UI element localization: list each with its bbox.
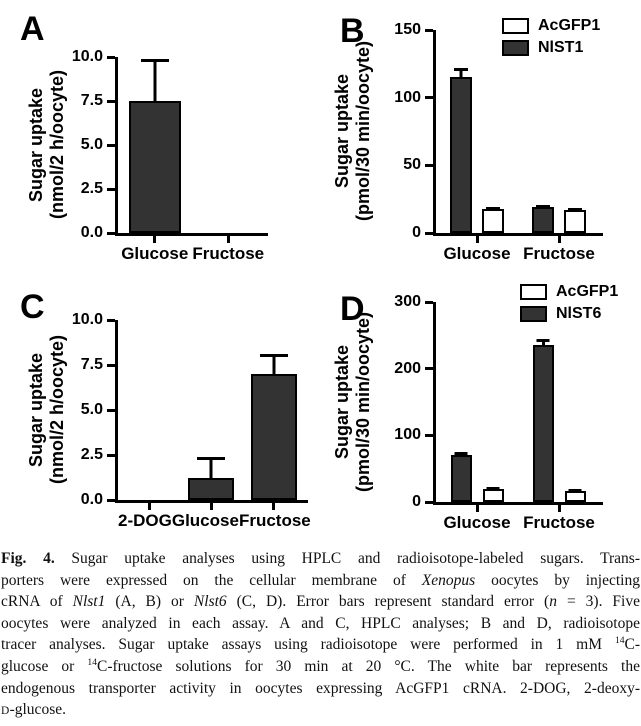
error-bar-cap	[536, 205, 550, 208]
caption-line: oocytes were analyzed in each assay. A and C, HPLC analyses; B and D, radioisotope	[1, 614, 640, 632]
panel-letter: D	[340, 290, 365, 328]
bar-group	[436, 30, 518, 233]
x-ticks-row	[436, 505, 600, 512]
legend-label: NlST1	[538, 39, 584, 56]
x-label-fructose: Fructose	[238, 511, 311, 530]
y-tick-label: 50	[403, 156, 421, 174]
bar-fructose-acgfp1	[564, 210, 586, 233]
x-tick-mark	[476, 505, 479, 512]
error-bar-cap	[487, 487, 500, 490]
error-bar-cap	[260, 354, 288, 357]
y-axis-title	[332, 302, 374, 502]
x-tick-cell	[243, 503, 305, 510]
error-bar-cap	[569, 489, 582, 492]
legend-row	[520, 284, 618, 300]
caption-line: D-glucose.	[1, 701, 66, 719]
x-tick-cell	[518, 236, 600, 243]
error-bar-cap	[455, 452, 468, 455]
error-bar-cap	[568, 208, 582, 211]
y-tick-mark	[107, 188, 115, 191]
y-axis-title	[332, 30, 374, 233]
panel-letter: B	[340, 12, 365, 50]
y-tick-mark	[425, 301, 433, 304]
bar-glucose-acgfp1	[482, 209, 504, 233]
bar-wrap	[532, 30, 554, 233]
caption-line: endogenous transporter activity in oocytes expressing AcGFP1 cRNA. 2-DOG, 2-deoxy-	[1, 679, 640, 697]
error-bar	[536, 205, 550, 209]
bar-wrap	[565, 302, 586, 502]
legend-swatch-acgfp1	[520, 284, 547, 300]
y-tick-label: 10.0	[71, 48, 103, 65]
bar-glucose-nlst6	[451, 455, 472, 502]
y-tick-mark	[107, 364, 115, 367]
bars-row	[118, 57, 265, 233]
y-tick-mark	[425, 232, 433, 235]
x-tick-mark	[558, 505, 561, 512]
y-axis-title-line1: Sugar uptake	[332, 344, 352, 460]
error-bar	[537, 339, 550, 348]
bar-wrap	[126, 320, 172, 500]
y-tick-label: 10.0	[71, 311, 103, 328]
y-tick-label: 7.5	[80, 356, 103, 373]
bar-wrap	[533, 302, 554, 502]
y-axis-title-line2: (nmol/2 h/oocyte)	[47, 335, 67, 485]
x-tick-cell	[436, 236, 518, 243]
x-label-glucose: Glucose	[443, 513, 511, 532]
bar-wrap	[450, 30, 472, 233]
error-bar-cap	[197, 457, 225, 460]
error-bar-line	[153, 59, 156, 103]
x-tick-mark	[153, 236, 156, 243]
y-tick-label: 5.0	[80, 401, 103, 418]
error-bar-cap	[486, 207, 500, 210]
bar-fructose-nlst1	[532, 207, 554, 233]
x-label-glucose: Glucose	[443, 244, 511, 263]
error-bar	[260, 354, 288, 376]
error-bar	[486, 207, 500, 211]
x-tick-mark	[148, 503, 151, 510]
y-tick-label: 0	[412, 493, 421, 510]
legend-label: AcGFP1	[538, 17, 601, 34]
y-tick-mark	[107, 454, 115, 457]
caption-line: Fig. 4. Sugar uptake analyses using HPLC and radioisotope-labeled sugars. Trans-	[1, 550, 640, 567]
x-ticks-row	[436, 236, 600, 243]
y-axis-title-line2: (pmol/30 min/oocyte)	[353, 311, 373, 493]
x-tick-mark	[476, 236, 479, 243]
panel-letter: C	[20, 288, 45, 326]
legend-swatch-nlst1	[502, 40, 529, 56]
bar-wrap	[188, 320, 234, 500]
bar-wrap	[202, 57, 254, 233]
error-bar	[141, 59, 169, 103]
legend	[520, 284, 618, 322]
error-bar	[487, 487, 500, 490]
y-tick-label: 100	[394, 426, 421, 444]
y-tick-label: 200	[394, 359, 421, 377]
x-tick-cell	[118, 236, 192, 243]
legend-row	[502, 18, 600, 34]
x-label-2-dog: 2-DOG	[118, 511, 172, 530]
y-tick-mark	[425, 164, 433, 167]
bars-row	[436, 302, 600, 502]
y-tick-label: 7.5	[80, 92, 103, 109]
y-tick-mark	[107, 499, 115, 502]
error-bar-cap	[141, 59, 169, 62]
caption-line: cRNA of Nlst1 (A, B) or Nlst6 (C, D). Error bars represent standard error (n = 3). Five	[1, 593, 640, 611]
y-tick-label: 0	[412, 224, 421, 241]
error-bar-cap	[454, 68, 468, 71]
bar-wrap	[129, 57, 181, 233]
y-tick-mark	[425, 29, 433, 32]
x-tick-cell	[192, 236, 266, 243]
x-label-fructose: Fructose	[523, 244, 595, 263]
y-tick-mark	[107, 232, 115, 235]
y-tick-label: 100	[394, 88, 421, 106]
y-tick-mark	[425, 434, 433, 437]
error-bar	[569, 489, 582, 492]
y-tick-label: 150	[394, 21, 421, 38]
bar-group	[436, 302, 518, 502]
y-tick-mark	[107, 56, 115, 59]
y-tick-label: 0.0	[80, 224, 103, 241]
bar-group	[118, 320, 180, 500]
x-tick-cell	[118, 503, 180, 510]
y-tick-mark	[425, 367, 433, 370]
y-tick-mark	[107, 319, 115, 322]
x-tick-cell	[436, 505, 518, 512]
y-axis-title-line1: Sugar uptake	[332, 74, 352, 189]
bar-group	[118, 57, 192, 233]
bar-fructose	[251, 374, 297, 500]
y-axis-title-line2: (nmol/2 h/oocyte)	[47, 70, 67, 220]
legend-row	[520, 306, 618, 322]
bar-group	[192, 57, 266, 233]
x-tick-mark	[558, 236, 561, 243]
panel-b	[318, 0, 641, 270]
bars-row	[436, 30, 600, 233]
error-bar	[197, 457, 225, 481]
x-label-glucose: Glucose	[121, 244, 189, 263]
y-tick-mark	[107, 144, 115, 147]
panel-d	[318, 270, 641, 555]
y-tick-label: 2.5	[80, 180, 103, 197]
y-tick-mark	[107, 100, 115, 103]
bar-wrap	[483, 302, 504, 502]
legend-label: NlST6	[556, 305, 602, 322]
x-tick-mark	[210, 503, 213, 510]
y-tick-label: 0.0	[80, 491, 103, 508]
legend-swatch-acgfp1	[502, 18, 529, 34]
x-labels-row	[118, 244, 265, 264]
x-ticks-row	[118, 503, 305, 510]
x-tick-mark	[227, 236, 230, 243]
y-tick-mark	[425, 96, 433, 99]
x-tick-cell	[180, 503, 242, 510]
bar-wrap	[251, 320, 297, 500]
panel-letter: A	[20, 10, 45, 48]
y-axis-title-line1: Sugar uptake	[26, 87, 46, 203]
x-label-glucose: Glucose	[171, 511, 239, 530]
legend-label: AcGFP1	[556, 283, 619, 300]
panel-a	[0, 0, 320, 270]
legend-row	[502, 40, 600, 56]
caption-line: porters were expressed on the cellular membrane of Xenopus oocytes by injecting	[1, 571, 640, 589]
error-bar-cap	[537, 339, 550, 342]
x-labels-row	[436, 244, 600, 264]
bar-wrap	[482, 30, 504, 233]
y-axis-title-line2: (pmol/30 min/oocyte)	[353, 41, 373, 222]
bar-wrap	[451, 302, 472, 502]
legend	[502, 18, 600, 56]
y-tick-label: 2.5	[80, 446, 103, 463]
bar-group	[180, 320, 242, 500]
caption-line: glucose or $^{14}$C-fructose solutions for 30 min at 20 °C. The white bar represents the	[1, 656, 640, 675]
caption-line: tracer analyses. Sugar uptake assays using radioisotope were performed in 1 mM $^{14}$C-	[1, 635, 640, 654]
y-tick-mark	[107, 409, 115, 412]
error-bar	[454, 68, 468, 79]
bars-row	[118, 320, 305, 500]
x-label-fructose: Fructose	[523, 513, 595, 532]
x-labels-row	[436, 513, 600, 533]
y-tick-mark	[425, 501, 433, 504]
x-label-fructose: Fructose	[192, 244, 265, 263]
figure-caption	[1, 548, 640, 723]
legend-swatch-nlst6	[520, 306, 547, 322]
bar-glucose	[188, 478, 234, 500]
y-axis-title-line1: Sugar uptake	[26, 352, 46, 468]
x-tick-mark	[272, 503, 275, 510]
bar-group	[518, 30, 600, 233]
bar-group	[243, 320, 305, 500]
y-tick-label: 300	[394, 293, 421, 310]
bar-glucose	[129, 101, 181, 233]
bar-glucose-nlst1	[450, 77, 472, 233]
bar-fructose-nlst6	[533, 345, 554, 502]
bar-group	[518, 302, 600, 502]
x-tick-cell	[518, 505, 600, 512]
x-labels-row	[118, 511, 311, 531]
error-bar-line	[272, 354, 275, 376]
panel-c	[0, 270, 320, 555]
x-ticks-row	[118, 236, 265, 243]
error-bar	[568, 208, 582, 212]
error-bar-line	[210, 457, 213, 481]
error-bar	[455, 452, 468, 457]
bar-wrap	[564, 30, 586, 233]
y-tick-label: 5.0	[80, 136, 103, 153]
